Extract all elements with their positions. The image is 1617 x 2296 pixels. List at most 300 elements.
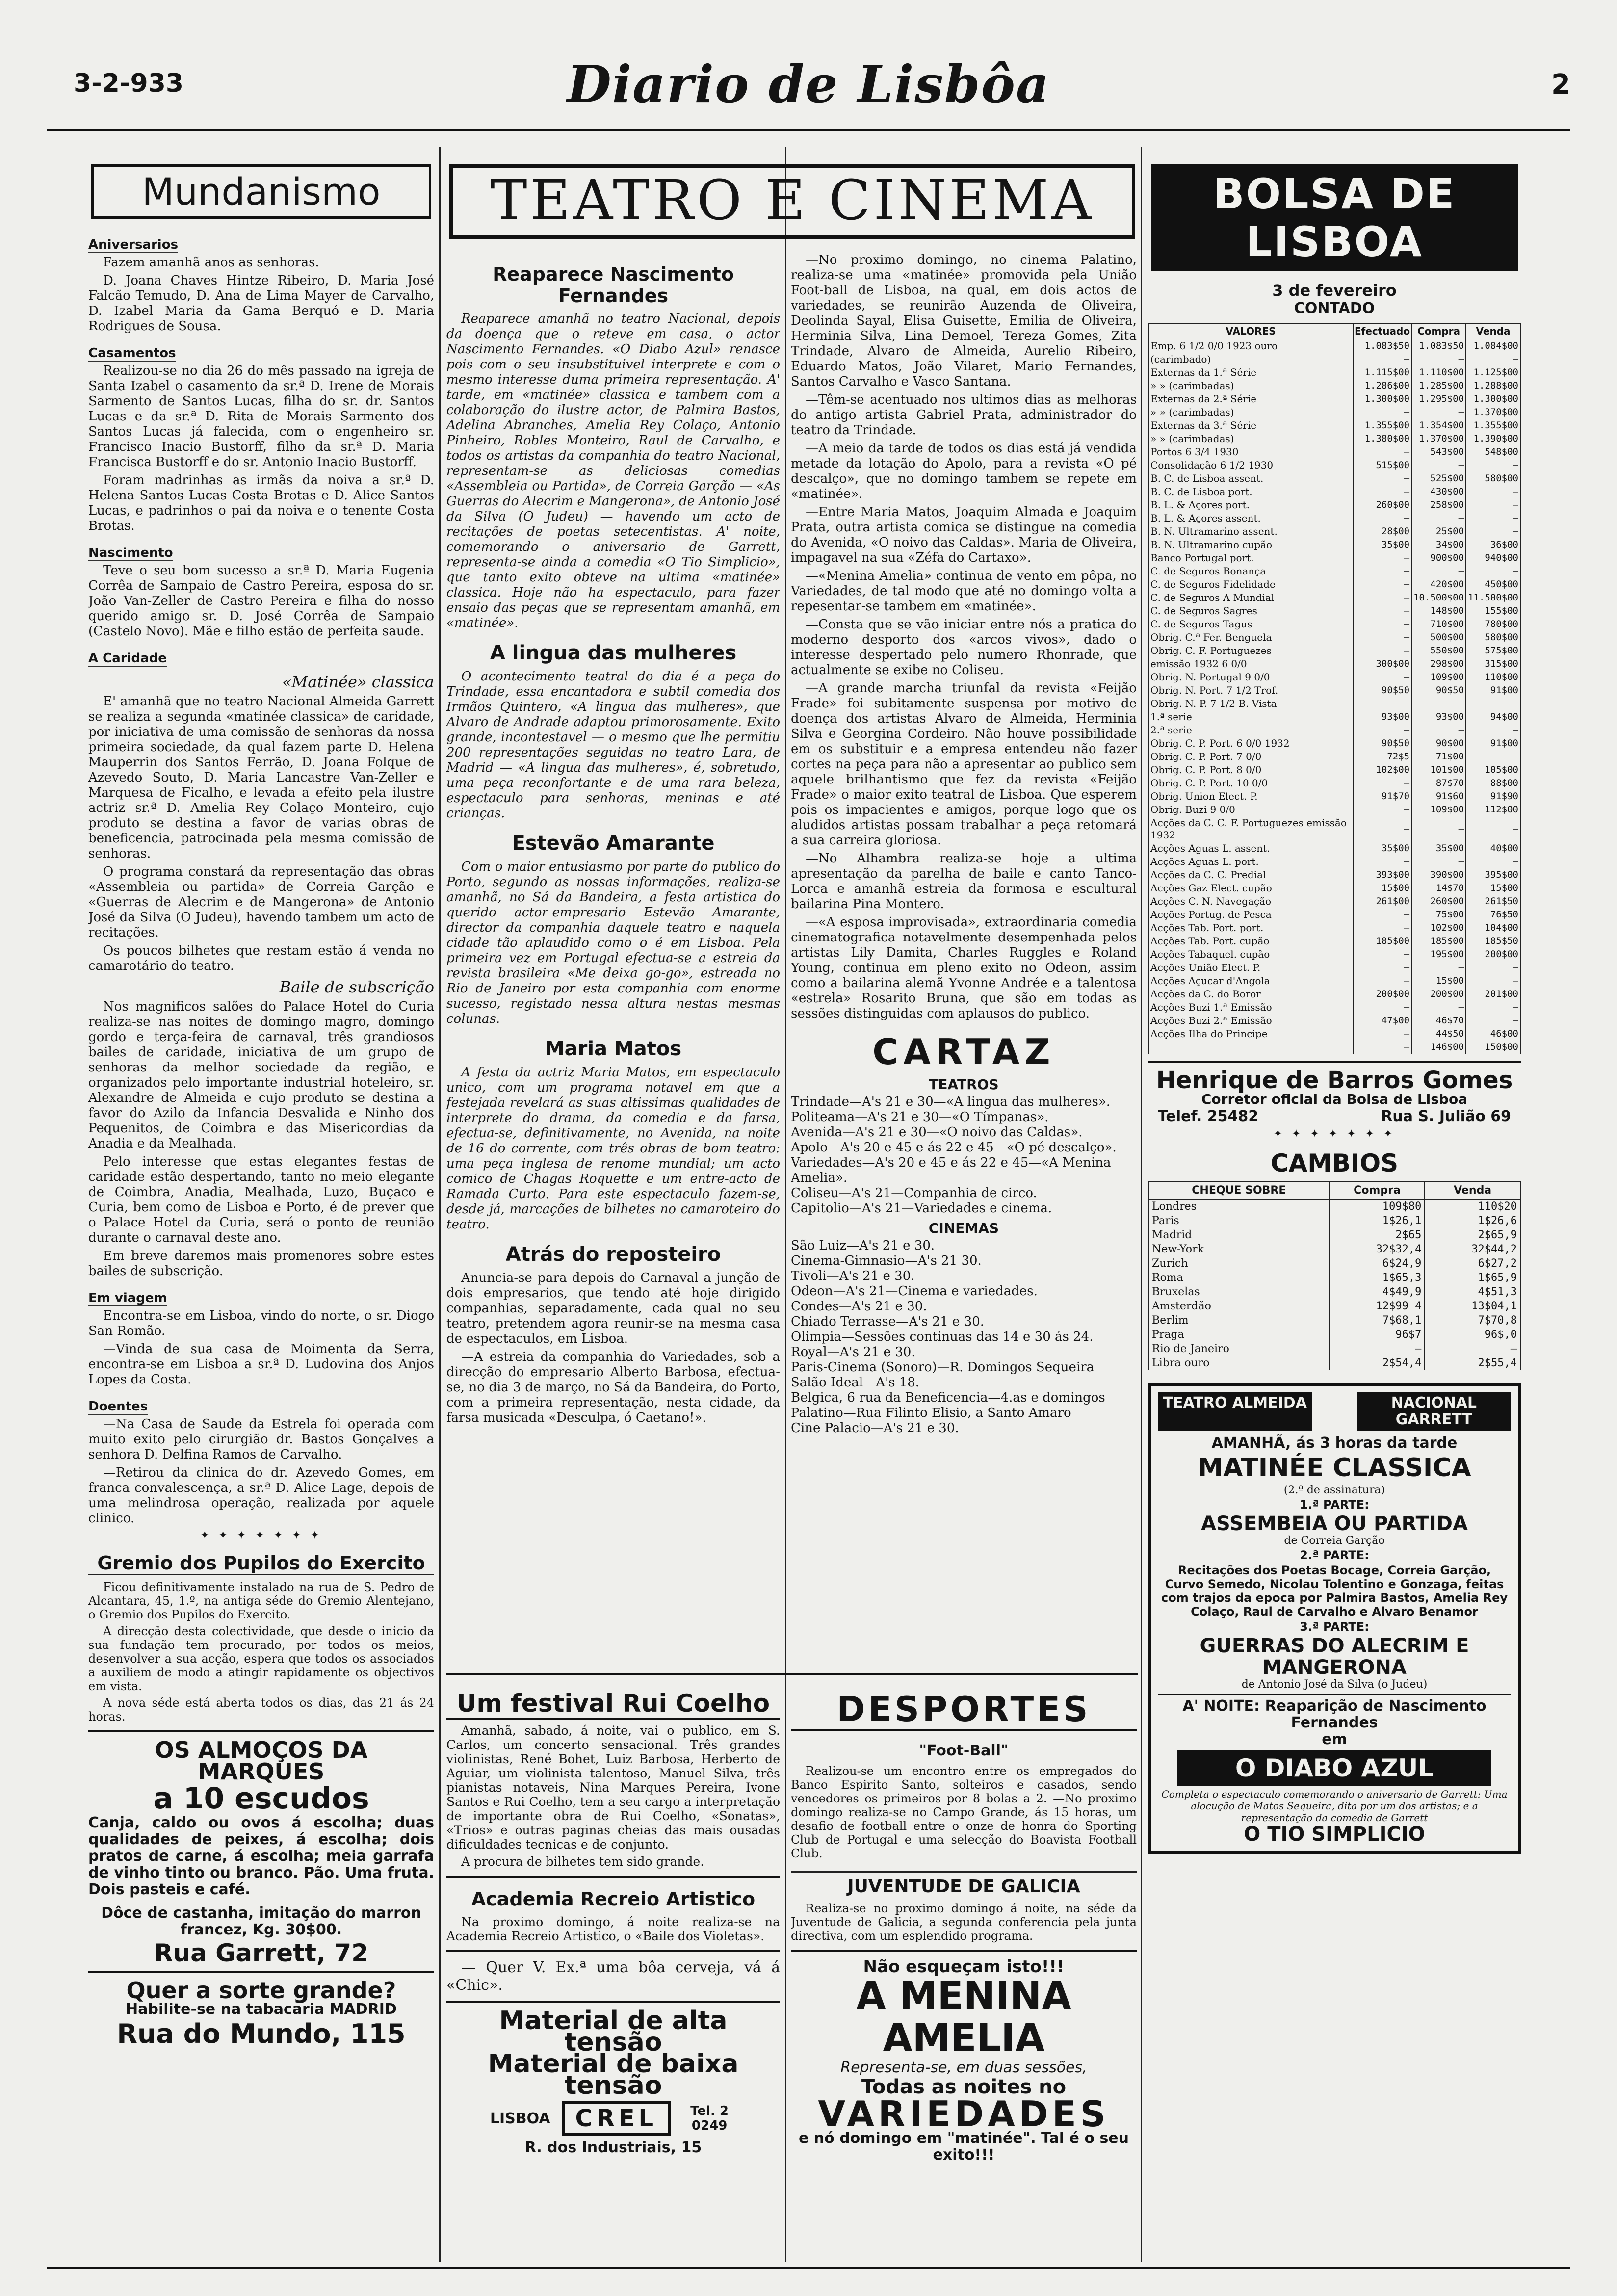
quote-value: 900$00 <box>1411 551 1466 565</box>
newspaper-title: Diario de Lisbôa <box>567 54 1050 114</box>
table-row <box>1148 1299 1520 1313</box>
security-name: Obrig. N. Port. 7 1/2 Trof. <box>1148 684 1353 697</box>
paragraph: —«A esposa improvisada», extraordinaria comedia cinematografica notavelmente desempenhada pelos artistas Lily Damita, Charles Ruggles e Roland Young, continua em pleno exito no Odeon, assim como a bailarina alemã Yvonne Andrée e a talentosa «estrela» Rosarito Bruna, que são em todas as sessões distinguidas com aplausos do publico. <box>791 915 1137 1021</box>
quote-value: — <box>1353 1041 1411 1054</box>
quote-value: 76$50 <box>1466 908 1520 921</box>
ad-line: Representa-se, em duas sessões, <box>840 2059 1087 2076</box>
quote-value: — <box>1353 974 1411 988</box>
quote-value: — <box>1353 961 1411 974</box>
paragraph: —Entre Maria Matos, Joaquim Almada e Joaquim Prata, outra artista comica se distingue na comedia do Avenida, «O noivo das Caldas». Maria de Oliveira, impagavel na sua «Zéfa do Cartaxo». <box>791 505 1137 565</box>
column-header: Compra <box>1330 1182 1425 1199</box>
quote-value: 46$70 <box>1411 1014 1466 1027</box>
table-row <box>1148 631 1520 644</box>
cartaz-teatros-head: TEATROS <box>929 1076 999 1093</box>
mundanismo-viagem <box>88 1282 434 1387</box>
cambios-table <box>1148 1181 1521 1370</box>
ad-price: a 10 escudos <box>153 1781 369 1816</box>
desportos-article <box>791 1689 1137 1943</box>
currency-name: Madrid <box>1148 1228 1330 1242</box>
quote-value: — <box>1466 750 1520 763</box>
rate-value: 96$7 <box>1330 1328 1425 1342</box>
table-row <box>1148 855 1520 868</box>
cartaz-line: Salão Ideal—A's 18. <box>791 1375 920 1390</box>
security-name: Consolidação 6 1/2 1930 <box>1148 459 1353 472</box>
quote-value: 1.354$00 <box>1411 419 1466 432</box>
security-name: Acções Portug. de Pesca <box>1148 908 1353 921</box>
column-divider <box>439 147 441 2262</box>
article-estevao <box>446 832 780 1027</box>
ad-almocos-marques <box>88 1737 434 1967</box>
paragraph: E' amanhã que no teatro Nacional Almeida Garrett se realiza a segunda «matinée classica» de caridade, por iniciativa de uma comissão de senhoras da nossa primeira sociedade, da qual fazem parte D. Helena Mauperrin dos Santos Ferrão, D. Joana Folque de Azevedo Souto, D. Maria Lancastre Van-Zeller e Marquesa de Ficalho, e levada a efeito pela ilustre actriz sr.ª D. Amelia Rey Colaço Monteiro, cujo produto se destina a favor de varias obras de beneficencia, patrocinada pela mesma comissão de senhoras. <box>88 694 434 861</box>
ad-part-title: GUERRAS DO ALECRIM E MANGERONA <box>1200 1635 1469 1679</box>
quote-value: 75$00 <box>1411 908 1466 921</box>
quote-value: 515$00 <box>1353 459 1411 472</box>
column-header: Compra <box>1411 323 1466 339</box>
table-row <box>1148 803 1520 816</box>
table-row <box>1148 948 1520 961</box>
desportos-title: DESPORTES <box>791 1689 1137 1731</box>
rate-value: 13$04,1 <box>1425 1299 1520 1313</box>
bolsa-date: 3 de fevereiro <box>1272 281 1397 300</box>
section-head: Casamentos <box>88 346 176 361</box>
security-name: B. C. de Lisboa assent. <box>1148 472 1353 485</box>
table-row <box>1148 842 1520 855</box>
quote-value: — <box>1411 406 1466 419</box>
quote-value: 1.300$00 <box>1353 392 1411 406</box>
column-header: Efectuado <box>1353 323 1411 339</box>
article-head: Atrás do reposteiro <box>505 1243 721 1266</box>
quote-value: 102$00 <box>1411 921 1466 935</box>
ad-title: OS ALMOÇOS DA MARQUES <box>155 1737 368 1785</box>
security-name: Acções da C. do Boror <box>1148 988 1353 1001</box>
table-row <box>1148 353 1520 366</box>
paragraph: —Consta que se vão iniciar entre nós a pratica do moderno desporto dos «arcos vivos», dado o interesse despertado pelo numero Rhonrade, que actualmente se exibe no Coliseu. <box>791 617 1137 678</box>
quote-value: 500$00 <box>1411 631 1466 644</box>
quote-value: — <box>1466 816 1520 842</box>
ad-line: Não esqueçam isto!!! <box>863 1957 1065 1977</box>
quote-value: — <box>1411 353 1466 366</box>
quote-value: 1.084$00 <box>1466 339 1520 353</box>
cartaz-line: Politeama—A's 21 e 30—«O Tímpanas». <box>791 1110 1049 1124</box>
security-name: Externas da 1.ª Série <box>1148 366 1353 379</box>
cambios-title: CAMBIOS <box>1270 1149 1399 1177</box>
table-row <box>1148 1228 1520 1242</box>
quote-value: — <box>1353 591 1411 604</box>
security-name: C. de Seguros Sagres <box>1148 604 1353 618</box>
paragraph: —Retirou da clinica do dr. Azevedo Gomes, em franca convalescença, a sr.ª D. Alice Lage, depois de uma melindrosa operação, realizada por aquele clinico. <box>88 1465 434 1526</box>
security-name: Acções Tab. Port. port. <box>1148 921 1353 935</box>
paragraph: Realizou-se no dia 26 do mês passado na igreja de Santa Izabel o casamento da sr.ª D. Irene de Morais Sarmento de Santos Lucas, filha do sr. dr. Santos Lucas e da sr.ª D. Rita de Morais Sarmento dos Santos Lucas já falecida, com o engenheiro sr. Francisco Inacio Bustorff, filho da sr.ª D. Maria Francisca Bustorff e do sr. Antonio Inacio Bustorff. <box>88 364 434 470</box>
quote-value: — <box>1353 472 1411 485</box>
henrique-contact <box>1148 1108 1521 1125</box>
quote-value: 1.083$50 <box>1411 339 1466 353</box>
security-name: B. L. & Açores port. <box>1148 498 1353 512</box>
security-name: Obrig. Buzi 9 0/0 <box>1148 803 1353 816</box>
security-name: Acções União Elect. P. <box>1148 961 1353 974</box>
quote-value: 10.500$00 <box>1411 591 1466 604</box>
rate-value: 4$51,3 <box>1425 1285 1520 1299</box>
column-header: Venda <box>1425 1182 1520 1199</box>
paragraph: Realiza-se no proximo domingo á noite, na séde da Juventude de Galicia, a segunda conferencia pela junta directiva, com um esplendido programa. <box>791 1902 1137 1943</box>
quote-value: 91$00 <box>1466 737 1520 750</box>
quote-value: — <box>1466 1001 1520 1014</box>
cartaz-cinemas-head: CINEMAS <box>928 1220 999 1236</box>
quote-value: — <box>1353 803 1411 816</box>
quote-value: — <box>1353 908 1411 921</box>
quote-value: 185$00 <box>1353 935 1411 948</box>
rate-value: 96$,0 <box>1425 1328 1520 1342</box>
quote-value: — <box>1411 697 1466 710</box>
security-name: » » (carimbadas) <box>1148 406 1353 419</box>
quote-value: 525$00 <box>1411 472 1466 485</box>
cartaz-line: São Luiz—A's 21 e 30. <box>791 1238 935 1253</box>
cartaz-line: Variedades—A's 20 e 45 e ás 22 e 45—«A Menina Amelia». <box>791 1155 1111 1185</box>
quote-value: 34$00 <box>1411 538 1466 551</box>
ad-part: 1.ª PARTE: <box>1300 1498 1369 1512</box>
column-teatro-2 <box>791 253 1137 1563</box>
table-row <box>1148 961 1520 974</box>
quote-value: 200$00 <box>1353 988 1411 1001</box>
cartaz-line: Odeon—A's 21—Cinema e variedades. <box>791 1284 1038 1299</box>
quote-value: 258$00 <box>1411 498 1466 512</box>
quote-value: 105$00 <box>1466 763 1520 777</box>
cartaz-line: Trindade—A's 21 e 30—«A lingua das mulheres». <box>791 1095 1111 1109</box>
quote-value: 109$00 <box>1411 671 1466 684</box>
security-name: Acções Açucar d'Angola <box>1148 974 1353 988</box>
security-name: Obrig. C. P. Port. 8 0/0 <box>1148 763 1353 777</box>
paragraph: —A grande marcha triunfal da revista «Feijão Frade» foi subitamente suspensa por motivo de doença dos artistas Alvaro de Almeida, Herminia Silva e Georgina Cordeiro. Não houve possibilidade em os substituir e a empresa entendeu não fazer cortes na peça para não a apresentar ao publico sem aquele brilhantismo que fez da revista «Feijão Frade» o maior exito teatral de Lisboa. Que esperem pois os impacientes e amigos, porque logo que os aludidos artistas possam trabalhar a peça retomará a sua carreira gloriosa. <box>791 681 1137 848</box>
ad-line: Quer a sorte grande? <box>126 1977 396 2004</box>
table-row <box>1148 459 1520 472</box>
quote-value: — <box>1411 855 1466 868</box>
quote-value: 90$50 <box>1353 684 1411 697</box>
table-row <box>1148 697 1520 710</box>
academia-title: Academia Recreio Artistico <box>471 1888 756 1910</box>
paragraph: A procura de bilhetes tem sido grande. <box>461 1854 704 1869</box>
security-name: Acções da C. C. F. Portuguezes emissão 1932 <box>1148 816 1353 842</box>
security-name: Portos 6 3/4 1930 <box>1148 445 1353 459</box>
table-row <box>1148 604 1520 618</box>
ad-line: Rua do Mundo, 115 <box>117 2018 406 2049</box>
security-name: Obrig. Union Elect. P. <box>1148 790 1353 803</box>
quote-value: 185$00 <box>1411 935 1466 948</box>
quote-value: 1.355$00 <box>1353 419 1411 432</box>
table-row <box>1148 935 1520 948</box>
quote-value: — <box>1411 565 1466 578</box>
article-reposteiro <box>446 1243 780 1426</box>
quote-value: — <box>1353 724 1411 737</box>
paragraph: D. Joana Chaves Hintze Ribeiro, D. Maria José Falcão Temudo, D. Ana de Lima Mayer de Carvalho, D. Izabel Maria da Gama Berquó e D. Maria Rodrigues de Sousa. <box>88 273 434 334</box>
cartaz-line: Coliseu—A's 21—Companhia de circo. <box>791 1186 1037 1200</box>
quote-value: 91$60 <box>1411 790 1466 803</box>
rule <box>1148 1061 1521 1063</box>
bolsa-title: BOLSA DE LISBOA <box>1151 164 1518 271</box>
security-name: Acções Aguas L. assent. <box>1148 842 1353 855</box>
quote-value: 200$00 <box>1411 988 1466 1001</box>
quote-value: — <box>1466 498 1520 512</box>
quote-value: 390$00 <box>1411 868 1466 882</box>
quote-value: — <box>1466 485 1520 498</box>
paragraph: Ficou definitivamente instalado na rua de S. Pedro de Alcantara, 45, 1.º, na antiga séde do Gremio Alentejano, o Gremio dos Pupilos do Exercito. <box>88 1580 434 1621</box>
column-bolsa <box>1148 145 1521 2259</box>
table-row <box>1148 816 1520 842</box>
quote-value: 195$00 <box>1411 948 1466 961</box>
security-name: Acções Aguas L. port. <box>1148 855 1353 868</box>
quote-value: 548$00 <box>1466 445 1520 459</box>
security-name: Obrig. C. P. Port. 6 0/0 1932 <box>1148 737 1353 750</box>
quote-value: — <box>1411 724 1466 737</box>
rule <box>88 1730 434 1732</box>
security-name: emissão 1932 6 0/0 <box>1148 657 1353 671</box>
security-name: Acções Buzi 1.ª Emissão <box>1148 1001 1353 1014</box>
quote-value: 300$00 <box>1353 657 1411 671</box>
quote-value: 91$90 <box>1466 790 1520 803</box>
security-name: Obrig. C. F. Portuguezes <box>1148 644 1353 657</box>
quote-value: 201$00 <box>1466 988 1520 1001</box>
ad-title: A MENINA AMELIA <box>856 1974 1071 2061</box>
rate-value: 7$70,8 <box>1425 1313 1520 1328</box>
ad-line: AMANHÃ, ás 3 horas da tarde <box>1211 1435 1458 1452</box>
quote-value: — <box>1353 512 1411 525</box>
material-ad <box>446 2006 780 2156</box>
table-row <box>1148 671 1520 684</box>
quote-value: 298$00 <box>1411 657 1466 671</box>
quote-value: 710$00 <box>1411 618 1466 631</box>
paragraph: Teve o seu bom sucesso a sr.ª D. Maria Eugenia Corrêa de Sampaio de Castro Pereira, esposa do sr. João Van-Zeller de Castro Pereira e filha do nosso querido amigo sr. D. José Corrêa de Sampaio (Castelo Novo). Mãe e filho estão de perfeita saude. <box>88 563 434 639</box>
quote-value: — <box>1353 948 1411 961</box>
gremio-article <box>88 1552 434 1723</box>
quote-value: 185$50 <box>1466 935 1520 948</box>
table-row <box>1148 379 1520 392</box>
paragraph: Os poucos bilhetes que restam estão á venda no camarotário do teatro. <box>88 943 434 973</box>
ad-author: de Correia Garção <box>1284 1535 1385 1547</box>
security-name: Acções Buzi 2.ª Emissão <box>1148 1014 1353 1027</box>
rate-value: 1$65,9 <box>1425 1271 1520 1285</box>
rate-value: 2$65 <box>1330 1228 1425 1242</box>
paragraph: A direcção desta colectividade, que desde o inicio da sua fundação tem procurado, por todos os meios, desenvolver a sua acção, espera que todos os associados a auxiliem de modo a atingir rapidamente os objectivos em vista. <box>88 1624 434 1693</box>
quote-value: — <box>1466 353 1520 366</box>
quote-value: — <box>1353 485 1411 498</box>
academia-article <box>446 1888 780 1943</box>
quote-value: 101$00 <box>1411 763 1466 777</box>
quote-value: 71$00 <box>1411 750 1466 763</box>
material-ad-row <box>446 2101 780 2136</box>
mundanismo-title: Mundanismo <box>91 164 431 219</box>
section-head: Doentes <box>88 1399 148 1414</box>
security-name: Externas da 2.ª Série <box>1148 392 1353 406</box>
ad-address: Rua S. Julião 69 <box>1381 1108 1511 1125</box>
table-row <box>1148 618 1520 631</box>
quote-value: 430$00 <box>1411 485 1466 498</box>
table-row <box>1148 1001 1520 1014</box>
paragraph: Pelo interesse que estas elegantes festas de caridade estão despertando, tanto no meio elegante de Coimbra, Anadia, Mealhada, Luzo, Buçaco e Curia, bem como de Lisboa e Porto, é de prever que o Palace Hotel da Curia, será o ponto de reunião durante o carnaval deste ano. <box>88 1154 434 1245</box>
rate-value: 6$24,9 <box>1330 1256 1425 1271</box>
security-name <box>1148 1041 1353 1054</box>
security-name: Obrig. C.ª Fer. Benguela <box>1148 631 1353 644</box>
football-head: "Foot-Ball" <box>919 1742 1009 1759</box>
column-header: VALORES <box>1148 323 1353 339</box>
quote-value: — <box>1411 816 1466 842</box>
rate-value: 4$49,9 <box>1330 1285 1425 1299</box>
table-header-row <box>1148 323 1520 339</box>
ad-tel: Tel. 2 0249 <box>690 2104 729 2133</box>
quote-value: 1.125$00 <box>1466 366 1520 379</box>
paragraph: Fazem amanhã anos as senhoras. <box>103 255 319 270</box>
quote-value: 1.300$00 <box>1466 392 1520 406</box>
crel-logo: CREL <box>562 2101 671 2136</box>
table-row <box>1148 763 1520 777</box>
quote-value: 420$00 <box>1411 578 1466 591</box>
ad-em: em <box>1322 1731 1347 1748</box>
table-row <box>1148 432 1520 445</box>
quote-value: 261$00 <box>1353 895 1411 908</box>
ad-address: Rua Garrett, 72 <box>154 1939 369 1967</box>
security-name: Acções da C. C. Predial <box>1148 868 1353 882</box>
table-row <box>1148 737 1520 750</box>
quote-value: — <box>1466 697 1520 710</box>
security-name: B. N. Ultramarino cupão <box>1148 538 1353 551</box>
ad-diabo: O DIABO AZUL <box>1177 1750 1491 1786</box>
paragraph: —A meio da tarde de todos os dias está já vendida metade da lotação do Apolo, para a revista «O pé descalço», que no domingo tambem se repete em «matinée». <box>791 441 1137 501</box>
table-row <box>1148 538 1520 551</box>
section-rule <box>446 1673 1138 1675</box>
paragraph: —Na Casa de Saude da Estrela foi operada com muito exito pelo cirurgião dr. Bastos Gonçalves a senhora D. Delfina Ramos de Carvalho. <box>88 1417 434 1462</box>
masthead-rule <box>47 129 1570 131</box>
table-row <box>1148 1014 1520 1027</box>
table-row <box>1148 710 1520 724</box>
quote-value: — <box>1353 697 1411 710</box>
quote-value: 35$00 <box>1411 842 1466 855</box>
security-name: Obrig. N. Portugal 9 0/0 <box>1148 671 1353 684</box>
quote-value: 1.355$00 <box>1466 419 1520 432</box>
rule <box>446 1876 780 1878</box>
quote-value: — <box>1353 816 1411 842</box>
paragraph: Na proximo domingo, á noite realiza-se na Academia Recreio Artistico, o «Baile dos Violetas». <box>446 1915 780 1943</box>
quote-value: 87$70 <box>1411 777 1466 790</box>
menina-amelia-ad <box>791 1958 1137 2164</box>
currency-name: Londres <box>1148 1199 1330 1214</box>
security-name: Obrig. N. P. 7 1/2 B. Vista <box>1148 697 1353 710</box>
subhead: «Matinée» classica <box>282 673 434 691</box>
quote-value: 1.370$00 <box>1411 432 1466 445</box>
ad-author: de Antonio José da Silva (o Judeu) <box>1241 1678 1428 1691</box>
quote-value: 150$00 <box>1466 1041 1520 1054</box>
gremio-title: Gremio dos Pupilos do Exercito <box>88 1552 434 1575</box>
cartaz-line: Paris-Cinema (Sonoro)—R. Domingos Sequeira <box>791 1360 1095 1375</box>
quote-value: — <box>1466 855 1520 868</box>
quote-value: 90$00 <box>1411 737 1466 750</box>
quote-value: 450$00 <box>1466 578 1520 591</box>
table-row <box>1148 485 1520 498</box>
quote-value: — <box>1353 551 1411 565</box>
ad-tel: Telef. 25482 <box>1158 1108 1259 1125</box>
column-teatro-1 <box>446 253 780 1563</box>
nacional-ad-heads <box>1158 1392 1511 1431</box>
article-maria-matos <box>446 1038 780 1232</box>
table-row <box>1148 908 1520 921</box>
currency-name: Paris <box>1148 1214 1330 1228</box>
quote-value: 35$00 <box>1353 538 1411 551</box>
quote-value: — <box>1466 459 1520 472</box>
paragraph: Nos magnificos salões do Palace Hotel do Curia realiza-se nas noites de domingo magro, domingo gordo e terça-feira de carnaval, três grandiosos bailes de caridade, iniciativa de um grupo de senhoras da melhor sociedade da região, e organizados pelo importante industrial hoteleiro, sr. Alexandre de Almeida e cujo produto se destina a favor do Azilo da Infancia Desvalida e Ninho dos Pequenitos, de Coimbra e das Misericordias da Anadia e da Mealhada. <box>88 999 434 1151</box>
cerveja-ad: — Quer V. Ex.ª uma bôa cerveja, vá á «Chic». <box>446 1959 780 1994</box>
security-name: B. N. Ultramarino assent. <box>1148 525 1353 538</box>
quote-value: 90$50 <box>1411 684 1466 697</box>
quote-value: 90$50 <box>1353 737 1411 750</box>
security-name: » » (carimbadas) <box>1148 379 1353 392</box>
table-row <box>1148 724 1520 737</box>
quote-value: 35$00 <box>1353 842 1411 855</box>
cartaz-line: Chiado Terrasse—A's 21 e 30. <box>791 1314 985 1329</box>
ad-line: Todas as noites no <box>861 2076 1067 2098</box>
paragraph: A nova séde está aberta todos os dias, das 21 ás 24 horas. <box>88 1696 434 1723</box>
quote-value: — <box>1353 1027 1411 1041</box>
issue-date: 3-2-933 <box>74 69 184 98</box>
quote-value: — <box>1353 671 1411 684</box>
quote-value: — <box>1353 618 1411 631</box>
quote-value: 395$00 <box>1466 868 1520 882</box>
column-divider <box>785 147 786 2262</box>
currency-name: New-York <box>1148 1242 1330 1256</box>
mundanismo-caridade <box>88 642 434 974</box>
table-row <box>1148 868 1520 882</box>
table-row <box>1148 1271 1520 1285</box>
quote-value: — <box>1466 1014 1520 1027</box>
cartaz-box <box>791 1031 1137 1436</box>
quote-value: 550$00 <box>1411 644 1466 657</box>
security-name: Externas da 3.ª Série <box>1148 419 1353 432</box>
table-row <box>1148 551 1520 565</box>
quote-value: 1.380$00 <box>1353 432 1411 445</box>
mundanismo-casamentos <box>88 337 434 534</box>
quote-value: 580$00 <box>1466 472 1520 485</box>
table-row <box>1148 684 1520 697</box>
footer-rule <box>47 2267 1570 2269</box>
paragraph: O acontecimento teatral do dia é a peça do Trindade, essa encantadora e subtil comedia dos Irmãos Quintero, «A lingua das mulheres», que Alvaro de Andrade adaptou primorosamente. Exito grande, incontestavel — o mesmo que lhe permitiu 200 representações seguidas no teatro Lara, de Madrid — «A lingua das mulheres», é, sobretudo, uma peça reconfortante e de uma rara beleza, espectaculo para senhoras, meninas e até crianças. <box>446 669 780 821</box>
quote-value: — <box>1466 525 1520 538</box>
quote-value: — <box>1353 855 1411 868</box>
henrique-ad <box>1148 1067 1521 1125</box>
table-row <box>1148 1027 1520 1041</box>
quote-value: 94$00 <box>1466 710 1520 724</box>
bolsa-table <box>1148 323 1521 1054</box>
ad-part-title: ASSEMBEIA OU PARTIDA <box>1201 1513 1468 1535</box>
table-header-row <box>1148 1182 1520 1199</box>
table-row <box>1148 882 1520 895</box>
table-row <box>1148 895 1520 908</box>
quote-value: 15$00 <box>1411 974 1466 988</box>
article-head: Reaparece Nascimento Fernandes <box>493 263 734 307</box>
paragraph: Amanhã, sabado, á noite, vai o publico, em S. Carlos, um concerto sensacional. Três grandes violinistas, René Bohet, Luiz Barbosa, Herberto de Aguiar, um violinista talentoso, Manuel Silva, três pianistas notaveis, Nina Marques Pereira, Ivone Santos e Rui Coelho, tem a seu cargo a interpretação de importante obra de Rui Coelho, «Sonatas», «Trios» e outras paginas cheias das mais ousadas dificuldades tecnicas e de conjunto. <box>446 1723 780 1852</box>
quote-value: 40$00 <box>1466 842 1520 855</box>
quote-value: 580$00 <box>1466 631 1520 644</box>
quote-value: 109$00 <box>1411 803 1466 816</box>
bolsa-sub: CONTADO <box>1294 300 1375 317</box>
nacional-ad <box>1148 1383 1521 1854</box>
rate-value: — <box>1425 1342 1520 1356</box>
paragraph: —Vinda de sua casa de Moimenta da Serra, encontra-se em Lisboa a sr.ª D. Ludovina dos Anjos Lopes da Costa. <box>88 1342 434 1387</box>
rate-value: 12$99 4 <box>1330 1299 1425 1313</box>
rate-value: 1$26,1 <box>1330 1214 1425 1228</box>
quote-value: 112$00 <box>1466 803 1520 816</box>
ornament-divider: ✦ ✦ ✦ ✦ ✦ ✦ ✦ <box>1273 1128 1396 1140</box>
table-row <box>1148 1256 1520 1271</box>
quote-value: 102$00 <box>1353 763 1411 777</box>
quote-value: — <box>1466 565 1520 578</box>
rate-value: 1$65,3 <box>1330 1271 1425 1285</box>
quote-value: 36$00 <box>1466 538 1520 551</box>
quote-value: 1.083$50 <box>1353 339 1411 353</box>
